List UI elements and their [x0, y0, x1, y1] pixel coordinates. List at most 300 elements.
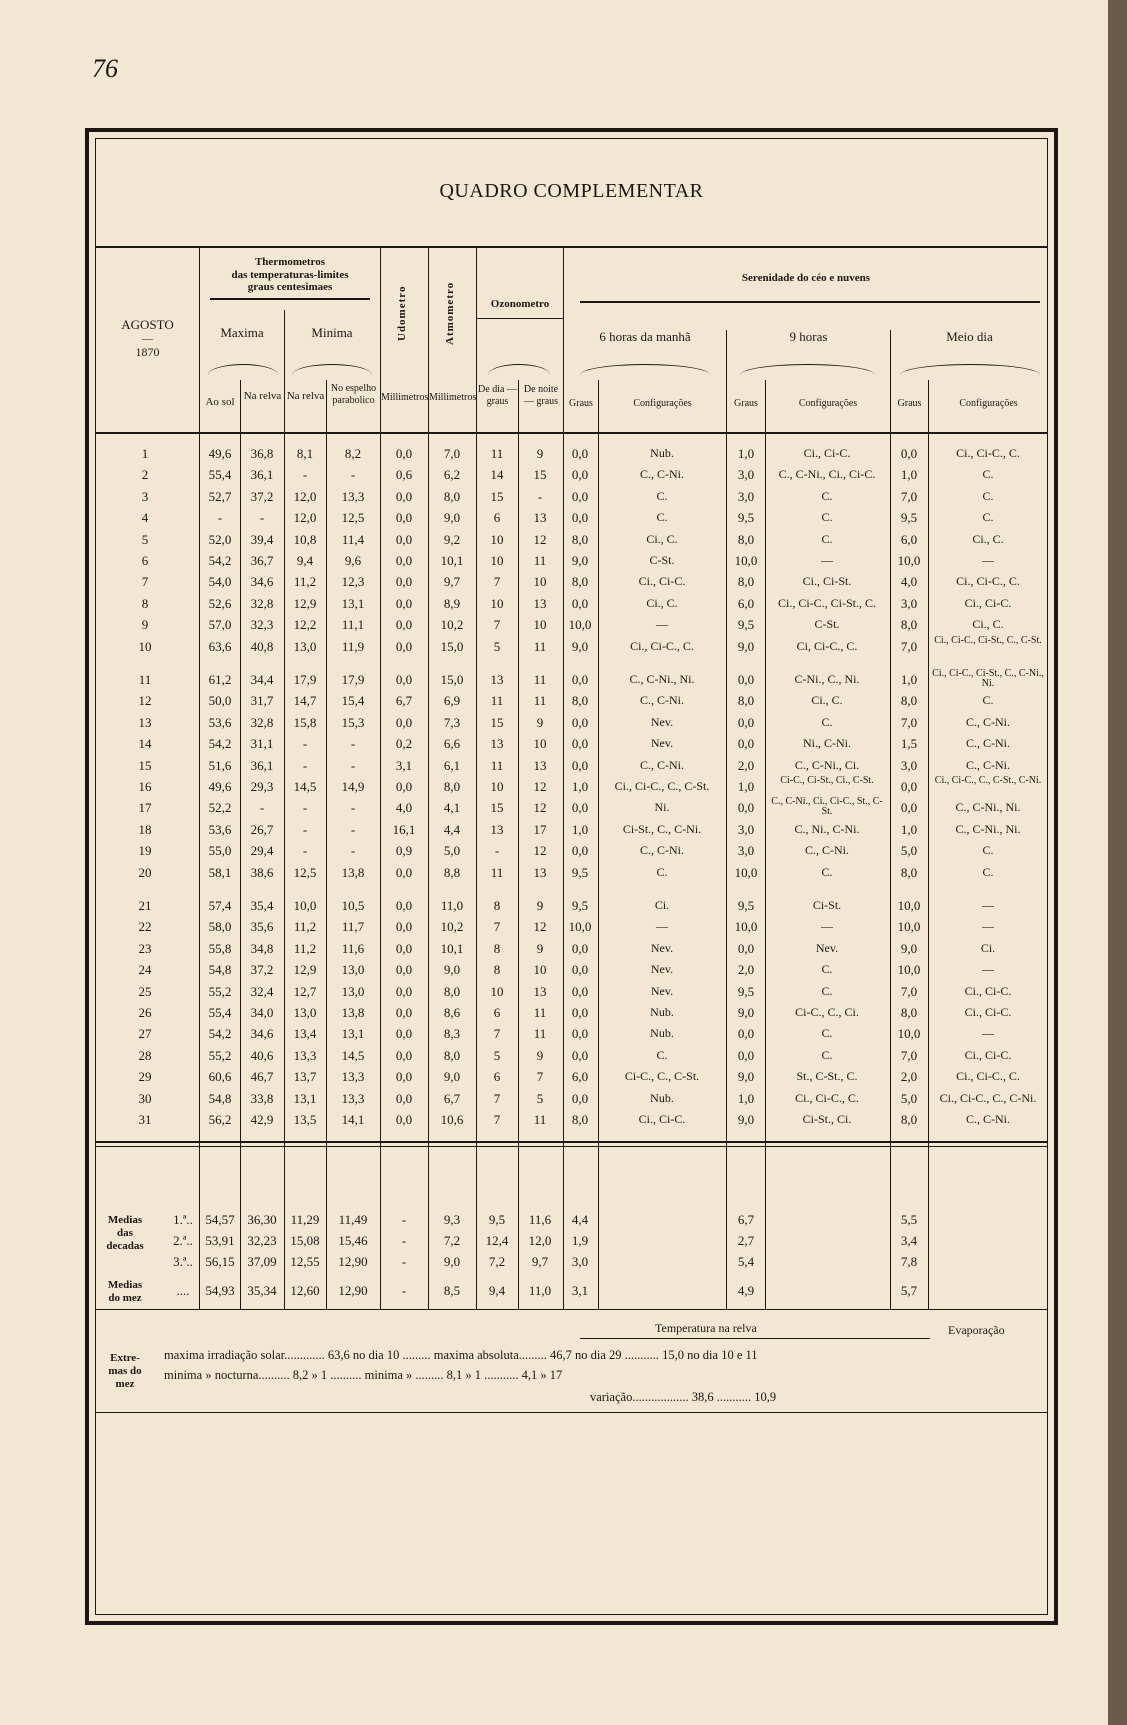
- table-cell: 11,4: [341, 531, 365, 547]
- table-cell: Nub.: [650, 1090, 674, 1105]
- table-cell: 13,5: [293, 1112, 317, 1127]
- table-cell: 10: [533, 617, 547, 633]
- media-cell: ....: [176, 1283, 190, 1298]
- table-cell: 11: [533, 1112, 547, 1127]
- table-cell: 13: [490, 736, 504, 752]
- medias-label-line: das: [117, 1227, 133, 1240]
- table-cell: 16,1: [392, 821, 416, 837]
- table-cell: 3,1: [395, 757, 413, 773]
- table-cell: -: [350, 821, 356, 837]
- table-cell: 13: [533, 983, 547, 999]
- table-cell: 0,0: [900, 779, 918, 794]
- udometro-header: Udometro: [396, 285, 408, 341]
- table-cell: C.: [821, 983, 833, 998]
- page-number: 76: [92, 54, 118, 83]
- table-cell: 10,0: [897, 898, 921, 913]
- table-cell: 11: [533, 553, 547, 568]
- table-cell: 55,8: [208, 940, 232, 956]
- table-cell: 15,8: [293, 714, 317, 730]
- table-cell: 13,3: [341, 1069, 365, 1085]
- day-cell: 29: [138, 1069, 152, 1085]
- table-cell: —: [656, 919, 668, 934]
- day-cell: 26: [138, 1005, 152, 1020]
- day-cell: 24: [138, 962, 152, 978]
- table-cell: 8: [493, 962, 501, 978]
- day-cell: 21: [138, 898, 152, 913]
- day-cell: 12: [138, 693, 152, 709]
- table-cell: Ci., Ci-C., C.: [795, 1090, 859, 1105]
- media-cell: 12,0: [528, 1233, 552, 1248]
- millimetros-header: Millimetros: [429, 392, 477, 403]
- table-cell: C.: [982, 864, 994, 879]
- table-cell: 52,0: [208, 531, 232, 547]
- table-cell: 13,3: [341, 1090, 365, 1106]
- table-cell: 8,0: [900, 1005, 918, 1020]
- day-cell: 18: [138, 821, 152, 837]
- table-cell: 17,9: [341, 672, 365, 687]
- table-cell: 9,5: [737, 617, 755, 633]
- table-cell: Ci., Ci-C., C.: [956, 1069, 1020, 1084]
- table-cell: 49,6: [208, 446, 232, 461]
- table-cell: 13,3: [341, 488, 365, 504]
- table-cell: 3,0: [737, 821, 755, 837]
- table-cell: 7,0: [900, 638, 918, 654]
- table-cell: C., Ni., C-Ni.: [794, 821, 860, 836]
- table-cell: 0,0: [395, 919, 413, 935]
- table-cell: 51,6: [208, 757, 232, 773]
- table-cell: C., C-Ni.: [639, 843, 684, 858]
- media-cell: 7,8: [900, 1254, 918, 1269]
- media-cell: 54,93: [205, 1283, 235, 1298]
- table-cell: Ci., C.: [646, 531, 678, 546]
- table-cell: 5: [536, 1090, 544, 1106]
- media-cell: 1.ª..: [173, 1212, 193, 1227]
- table-cell: 15,0: [440, 638, 464, 654]
- table-cell: 63,6: [208, 638, 232, 654]
- day-cell: 23: [138, 940, 152, 956]
- extremes-label-line: mez: [115, 1378, 135, 1391]
- table-cell: 9,0: [737, 1005, 755, 1020]
- table-cell: 0,0: [737, 672, 755, 687]
- espelho-header: No espelho parabolico: [330, 383, 377, 406]
- media-cell: 12,4: [485, 1233, 509, 1248]
- table-cell: 11,2: [293, 574, 317, 590]
- table-cell: C., C-Ni., Ci.: [794, 757, 860, 772]
- day-cell: 2: [141, 467, 149, 483]
- media-cell: 8,5: [443, 1283, 461, 1298]
- table-cell: 7,3: [443, 714, 461, 730]
- table-cell: C-Ni., C., Ni.: [794, 672, 860, 686]
- table-cell: 0,0: [395, 898, 413, 913]
- table-cell: 1,0: [571, 821, 589, 837]
- table-cell: C.: [656, 1047, 668, 1062]
- table-cell: 10,1: [440, 553, 464, 568]
- temp-relva-header: Temperatura na relva: [655, 1321, 757, 1335]
- table-cell: 6,0: [571, 1069, 589, 1085]
- day-cell: 27: [138, 1026, 152, 1042]
- table-cell: C.: [821, 1026, 833, 1041]
- day-cell: 14: [138, 736, 152, 752]
- table-cell: -: [259, 800, 265, 816]
- meio-dia-header: Meio dia: [946, 329, 993, 344]
- table-cell: Ci., Ci-C.: [803, 446, 851, 460]
- table-cell: Nev.: [650, 983, 674, 998]
- table-cell: 0,0: [395, 672, 413, 687]
- table-cell: 0,2: [395, 736, 413, 752]
- thermo-rule: [210, 298, 370, 300]
- extremes-bottom-rule: [95, 1412, 1048, 1413]
- table-cell: 53,6: [208, 714, 232, 730]
- media-cell: 56,15: [205, 1254, 235, 1269]
- media-cell: 9,5: [488, 1212, 506, 1227]
- table-cell: 0,0: [571, 940, 589, 956]
- table-cell: -: [302, 467, 308, 483]
- table-cell: 7: [536, 1069, 544, 1085]
- media-cell: 36,30: [247, 1212, 277, 1227]
- table-cell: 61,2: [208, 672, 232, 687]
- extremes-line-3: variação.................. 38,6 ........... 10,9: [590, 1390, 777, 1404]
- table-cell: -: [259, 510, 265, 526]
- table-cell: 9,0: [900, 940, 918, 956]
- table-cell: Ci., Ci-St.: [802, 574, 852, 589]
- day-cell: 6: [141, 553, 149, 568]
- seis-horas-header: 6 horas da manhã: [599, 329, 691, 344]
- table-cell: C.: [656, 488, 668, 503]
- day-cell: 7: [141, 574, 149, 590]
- table-cell: 5,0: [443, 843, 461, 859]
- table-cell: 40,6: [250, 1047, 274, 1063]
- table-cell: -: [494, 843, 500, 859]
- day-cell: 28: [138, 1047, 152, 1063]
- day-cell: 5: [141, 531, 149, 547]
- table-cell: —: [821, 553, 833, 567]
- serenidade-header: Serenidade do céo e nuvens: [741, 272, 871, 284]
- table-cell: 10,0: [568, 617, 592, 633]
- minima-header: Minima: [311, 325, 353, 340]
- table-cell: 15: [490, 800, 504, 816]
- table-cell: 12,2: [293, 617, 317, 633]
- media-cell: 35,34: [247, 1283, 277, 1298]
- table-cell: 13,7: [293, 1069, 317, 1085]
- table-cell: 10: [490, 553, 504, 568]
- table-cell: 10: [490, 779, 504, 794]
- table-cell: 7: [493, 1112, 501, 1127]
- thermo-line-1: Thermometros: [254, 256, 326, 268]
- serenidade-rule: [580, 301, 1040, 303]
- table-cell: 4,0: [900, 574, 918, 590]
- table-cell: Ci., Ci-C.: [964, 983, 1012, 998]
- table-cell: 0,6: [395, 467, 413, 483]
- table-cell: 55,2: [208, 1047, 232, 1063]
- table-cell: Ci., C.: [646, 595, 678, 610]
- table-cell: 0,0: [395, 510, 413, 526]
- table-cell: 0,0: [900, 446, 918, 461]
- medias-label-line: Medias: [107, 1214, 143, 1226]
- table-cell: 13,8: [341, 1005, 365, 1020]
- table-cell: 10,2: [440, 617, 464, 633]
- table-cell: C.: [821, 510, 833, 525]
- table-cell: 0,0: [900, 800, 918, 816]
- table-cell: St., C-St., C.: [796, 1069, 858, 1084]
- table-cell: 56,2: [208, 1112, 232, 1127]
- table-cell: —: [982, 1026, 994, 1041]
- table-cell: 13,1: [341, 1026, 365, 1042]
- table-cell: 55,0: [208, 843, 232, 859]
- table-cell: C., C-Ni.: [804, 843, 849, 858]
- table-cell: 6,6: [443, 736, 461, 752]
- table-cell: —: [982, 553, 994, 567]
- table-cell: 0,0: [395, 553, 413, 568]
- table-cell: -: [350, 800, 356, 816]
- table-cell: C.: [982, 488, 994, 503]
- table-cell: 10,5: [341, 898, 365, 913]
- media-cell: 9,4: [488, 1283, 506, 1298]
- table-cell: 0,0: [395, 1069, 413, 1085]
- table-cell: 0,0: [395, 595, 413, 611]
- table-cell: 0,0: [571, 962, 589, 978]
- table-cell: C.: [982, 510, 994, 525]
- graus-header: Graus: [734, 398, 758, 409]
- table-cell: 33,8: [250, 1090, 274, 1106]
- table-cell: 11: [533, 1026, 547, 1042]
- table-cell: 13: [490, 821, 504, 837]
- table-cell: 53,6: [208, 821, 232, 837]
- table-cell: C., C-Ni.: [965, 714, 1010, 729]
- extremes-label-line: Extre-: [110, 1352, 140, 1364]
- table-cell: 6: [493, 510, 501, 526]
- evaporacao-header: Evaporação: [948, 1323, 1005, 1337]
- table-cell: 0,0: [395, 638, 413, 654]
- table-cell: 1,0: [900, 672, 918, 687]
- day-cell: 25: [138, 983, 152, 999]
- config-header: Configurações: [633, 398, 692, 409]
- table-cell: 13,0: [341, 983, 365, 999]
- media-cell: 2,7: [737, 1233, 755, 1248]
- table-cell: C., C-Ni.: [965, 757, 1010, 772]
- table-cell: 7,0: [900, 714, 918, 730]
- table-cell: 10,0: [734, 553, 758, 568]
- table-cell: 0,0: [571, 757, 589, 773]
- table-cell: -: [217, 510, 223, 526]
- table-cell: Ci., Ci-C., C., C-St.: [614, 779, 710, 793]
- table-cell: 6,0: [737, 595, 755, 611]
- table-cell: -: [302, 736, 308, 752]
- table-cell: —: [982, 898, 994, 912]
- table-cell: 10,0: [897, 962, 921, 978]
- table-cell: 7: [493, 1026, 501, 1042]
- table-cell: Nub.: [650, 446, 674, 460]
- table-cell: 60,6: [208, 1069, 232, 1085]
- media-cell: 7,2: [443, 1233, 461, 1248]
- day-cell: 20: [138, 864, 152, 880]
- table-cell: 3,0: [737, 843, 755, 859]
- table-cell: 11: [533, 638, 547, 654]
- table-cell: Ci-C., C., Ci.: [795, 1005, 859, 1019]
- book-edge: [1108, 0, 1127, 1725]
- table-cell: 6,0: [900, 531, 918, 547]
- table-cell: 15,0: [440, 672, 464, 687]
- table-cell: 2,0: [737, 757, 755, 773]
- table-cell: 54,8: [208, 1090, 232, 1106]
- table-cell: 0,0: [571, 1047, 589, 1063]
- table-cell: 11: [490, 446, 504, 461]
- table-cell: Ci., Ci-C., Ci-St., C., C-Ni., Ni.: [932, 668, 1044, 689]
- table-cell: 13,3: [293, 1047, 317, 1063]
- year-label: 1870: [135, 344, 160, 359]
- table-cell: 8,9: [443, 595, 461, 611]
- table-cell: 12,5: [341, 510, 365, 526]
- table-cell: 36,7: [250, 553, 274, 568]
- day-cell: 16: [138, 779, 152, 794]
- table-cell: 9,0: [443, 1069, 461, 1085]
- table-cell: 36,8: [250, 446, 274, 461]
- table-cell: Nev.: [815, 940, 839, 955]
- table-cell: 0,0: [737, 736, 755, 752]
- table-cell: 0,0: [737, 940, 755, 956]
- table-cell: C.: [821, 488, 833, 503]
- table-cell: Ci., Ci-C., C.: [956, 446, 1020, 460]
- table-cell: 0,0: [571, 672, 589, 687]
- table-cell: 12: [533, 919, 547, 935]
- table-cell: 12,9: [293, 595, 317, 611]
- table-cell: 55,2: [208, 983, 232, 999]
- table-cell: 10,0: [897, 919, 921, 935]
- media-cell: 9,3: [443, 1212, 461, 1227]
- table-cell: 13: [490, 672, 504, 687]
- ozono-rule: [477, 318, 563, 319]
- table-cell: 14,1: [341, 1112, 365, 1127]
- table-cell: Nev.: [650, 714, 674, 729]
- day-cell: 17: [138, 800, 152, 816]
- table-cell: 0,0: [737, 1047, 755, 1063]
- thermo-line-3: graus centesimaes: [247, 281, 333, 294]
- table-cell: —: [821, 919, 833, 934]
- table-cell: 57,4: [208, 898, 232, 913]
- table-cell: Ci, Ci-C., C.: [796, 638, 858, 653]
- table-cell: 0,0: [395, 1090, 413, 1106]
- table-cell: 7: [493, 617, 501, 633]
- table-cell: 11,2: [293, 919, 317, 935]
- table-cell: 9,5: [900, 510, 918, 526]
- table-cell: 7: [493, 574, 501, 590]
- table-cell: 12,9: [293, 962, 317, 978]
- media-cell: 12,55: [290, 1254, 320, 1269]
- table-cell: 9,4: [296, 553, 314, 568]
- table-cell: 52,6: [208, 595, 232, 611]
- table-cell: 54,8: [208, 962, 232, 978]
- table-cell: 3,0: [900, 595, 918, 611]
- table-cell: Ci., Ci-C.: [964, 595, 1012, 610]
- thermo-line-2: das temperaturas-limites: [231, 268, 349, 281]
- table-cell: 5,0: [900, 843, 918, 859]
- table-cell: C., C-Ni., Ci., Ci-C., St., C-St.: [771, 796, 883, 818]
- table-cell: 0,9: [395, 843, 413, 859]
- media-cell: 5,5: [900, 1212, 918, 1227]
- table-cell: 34,6: [250, 574, 274, 590]
- media-cell: 15,46: [338, 1233, 368, 1248]
- table-cell: 8,0: [571, 693, 589, 709]
- config-header: Configurações: [959, 398, 1018, 409]
- table-cell: Ci-C., Ci-St., Ci., C-St.: [780, 775, 874, 786]
- table-cell: 9,5: [737, 898, 755, 913]
- day-cell: 15: [138, 757, 152, 773]
- table-cell: Ci-St., Ci.: [802, 1112, 852, 1126]
- medias-label-line: decadas: [106, 1240, 144, 1253]
- table-cell: -: [350, 467, 356, 483]
- table-cell: Ci., Ci-C., Ci-St., C.: [777, 595, 877, 610]
- table-cell: 7,0: [900, 488, 918, 504]
- table-cell: 34,4: [250, 672, 274, 687]
- table-cell: 14,5: [293, 779, 317, 794]
- table-cell: 9: [536, 446, 544, 461]
- table-cell: 12: [533, 843, 547, 859]
- table-cell: 0,0: [571, 1026, 589, 1042]
- day-cell: 10: [138, 638, 152, 654]
- table-cell: 10,0: [734, 919, 758, 935]
- table-cell: C., C-Ni.: [639, 693, 684, 708]
- table-cell: C.: [821, 714, 833, 729]
- table-cell: C., C-Ni., Ni.: [955, 800, 1021, 815]
- table-cell: 2,0: [900, 1069, 918, 1085]
- days-bottom-rule: [95, 1141, 1048, 1143]
- table-cell: -: [537, 488, 543, 504]
- table-cell: 52,7: [208, 488, 232, 504]
- month-header: AGOSTO — 1870: [100, 318, 195, 359]
- table-cell: 34,6: [250, 1026, 274, 1042]
- table-cell: -: [350, 757, 356, 773]
- table-cell: 0,0: [571, 510, 589, 526]
- config-header: Configurações: [798, 398, 858, 409]
- table-cell: Ci., Ci-C., C.: [630, 638, 694, 653]
- month-label: AGOSTO: [121, 317, 174, 332]
- table-cell: C.: [982, 693, 994, 708]
- table-cell: 50,0: [208, 693, 232, 709]
- table-cell: 8,2: [344, 446, 362, 461]
- media-cell: 3,4: [900, 1233, 918, 1248]
- table-cell: 13,0: [293, 1005, 317, 1020]
- table-cell: 10,0: [897, 1026, 921, 1042]
- table-cell: 10,0: [734, 864, 758, 880]
- table-cell: 1,0: [737, 779, 755, 794]
- table-cell: 15: [490, 714, 504, 730]
- table-cell: 6: [493, 1069, 501, 1085]
- table-cell: 10: [490, 983, 504, 999]
- table-cell: 58,0: [208, 919, 232, 935]
- table-cell: 0,0: [395, 1047, 413, 1063]
- table-cell: 31,1: [250, 736, 274, 752]
- table-cell: 11: [533, 693, 547, 709]
- table-cell: 8,0: [900, 617, 918, 633]
- table-cell: Nub.: [650, 1026, 674, 1041]
- table-cell: 10,0: [568, 919, 592, 935]
- table-cell: 14,5: [341, 1047, 365, 1063]
- table-cell: —: [982, 962, 994, 977]
- table-cell: 6,1: [443, 757, 461, 773]
- table-cell: 35,4: [250, 898, 274, 913]
- table-cell: 8,0: [900, 693, 918, 709]
- table-cell: 8: [493, 898, 501, 913]
- table-cell: Ci., Ci-C.: [638, 574, 686, 589]
- millimetros-header: Millimetros: [381, 392, 429, 403]
- media-cell: 1,9: [571, 1233, 589, 1248]
- col-divider: [428, 246, 429, 1309]
- table-cell: 8,0: [900, 864, 918, 880]
- table-cell: 54,2: [208, 1026, 232, 1042]
- table-cell: 9,7: [443, 574, 461, 590]
- day-cell: 11: [138, 672, 152, 687]
- table-cell: 11: [533, 1005, 547, 1020]
- table-cell: 52,2: [208, 800, 232, 816]
